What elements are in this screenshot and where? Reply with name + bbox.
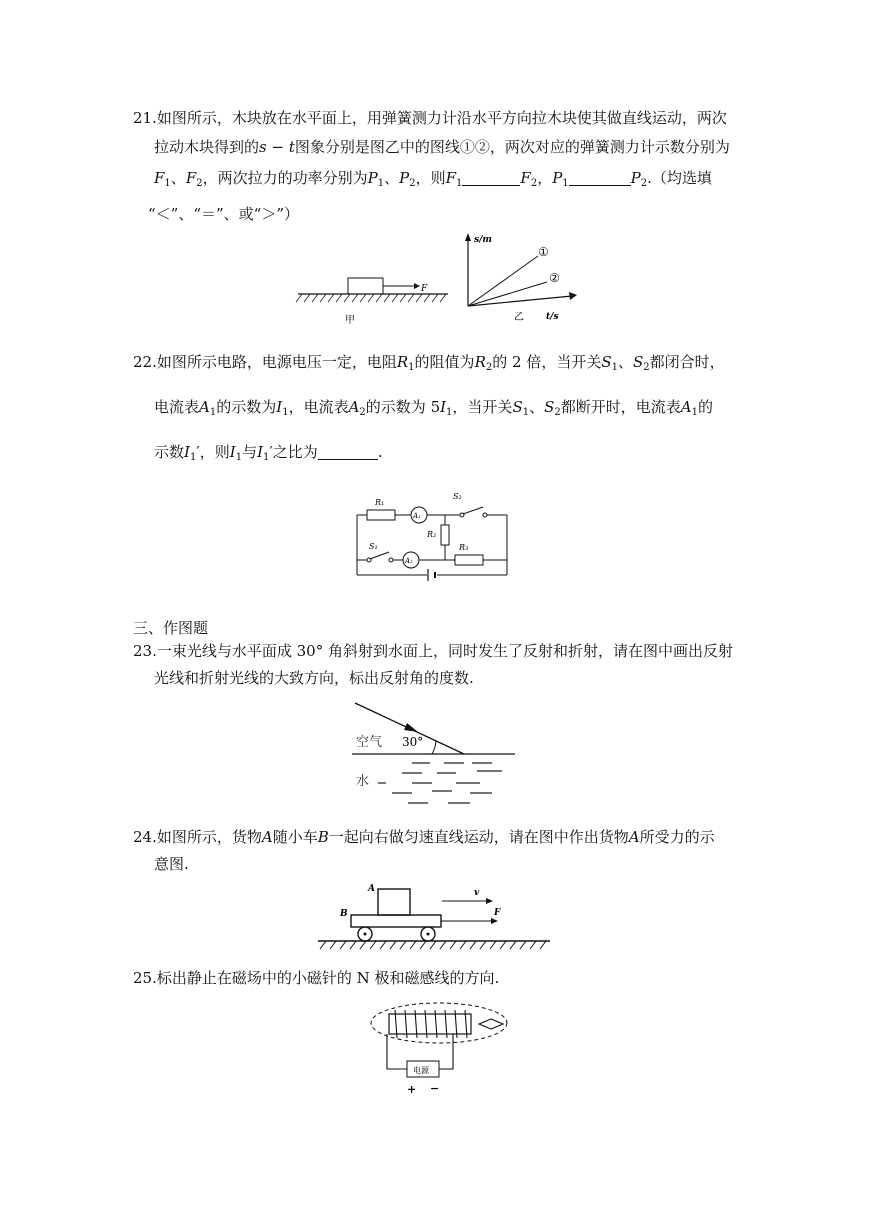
q22-i1-c-sub: 1 bbox=[235, 452, 243, 463]
q22-sep-1: 、 bbox=[617, 353, 633, 371]
velocity-arrowhead bbox=[486, 898, 493, 904]
q22-text-3b: ，则 bbox=[199, 443, 230, 461]
q22-line-2 bbox=[154, 396, 713, 424]
q21-text-4: “＜”、“＝”、或“＞”） bbox=[148, 205, 300, 223]
q22-a1-b-sub: 1 bbox=[691, 407, 698, 418]
q22-s1-sub: 1 bbox=[611, 362, 618, 373]
q23-line-1 bbox=[133, 640, 733, 662]
q22-a2-sub: 2 bbox=[359, 407, 366, 418]
q24-line-2 bbox=[154, 853, 189, 875]
q25-number: 25. bbox=[133, 969, 157, 987]
resistor-r1 bbox=[367, 510, 395, 520]
q22-s2-sub: 2 bbox=[643, 362, 650, 373]
switch-s1-contact-b bbox=[389, 558, 393, 562]
label-r3: R₃ bbox=[459, 543, 469, 552]
q23-refraction-figure bbox=[352, 695, 517, 810]
q22-text-2c: ，电流表 bbox=[288, 398, 349, 416]
q22-text-2e: ，当开关 bbox=[452, 398, 513, 416]
switch-s1-blade bbox=[370, 552, 389, 559]
q25-line-1 bbox=[133, 967, 499, 989]
q22-r2: R bbox=[474, 353, 486, 371]
incident-ray-arrow bbox=[404, 723, 418, 732]
switch-s2-contact-b bbox=[483, 513, 487, 517]
label-r2: R₂ bbox=[427, 530, 437, 539]
q21-p1-b: P bbox=[552, 169, 563, 187]
q24-a-2: A bbox=[628, 828, 640, 846]
q24-line-1 bbox=[133, 826, 715, 848]
q23-text-1: 一束光线与水平面成 30° 角斜射到水面上，同时发生了反射和折射，请在图中画出反射 bbox=[156, 642, 733, 660]
q24-a: A bbox=[261, 828, 273, 846]
q22-s1-b: S bbox=[512, 398, 523, 416]
q22-text-1a: 如图所示电路，电源电压一定，电阻 bbox=[156, 353, 397, 371]
label-r1: R₁ bbox=[375, 498, 385, 507]
figure-jia-label: 甲 bbox=[345, 315, 355, 326]
q22-i1-c: I bbox=[229, 443, 236, 461]
wire-left bbox=[387, 1034, 407, 1069]
label-s1: S₁ bbox=[369, 542, 378, 551]
q22-line-1 bbox=[133, 351, 725, 379]
q24-text-1c: 一起向右做匀速直线运动，请在图中作出货物 bbox=[328, 828, 629, 846]
x-axis-label: t/s bbox=[546, 312, 559, 322]
q21-p2-b-sub: 2 bbox=[640, 178, 648, 189]
resistor-r2 bbox=[441, 525, 449, 545]
q21-p2-sub: 2 bbox=[409, 178, 416, 189]
q22-a1: A bbox=[199, 398, 210, 416]
q21-answer-blank-1[interactable] bbox=[462, 171, 520, 186]
q21-number: 21. bbox=[133, 109, 157, 127]
cargo-a-label: A bbox=[368, 884, 375, 894]
q24-b: B bbox=[317, 828, 329, 846]
force-arrowhead bbox=[491, 918, 498, 924]
label-a2: A₂ bbox=[405, 557, 413, 565]
q21-st-symbol: s − t bbox=[259, 138, 295, 156]
air-label: 空气 bbox=[356, 735, 383, 750]
q21-text-2a: 拉动木块得到的 bbox=[154, 138, 260, 156]
q24-text-1d: 所受力的示 bbox=[639, 828, 715, 846]
q22-text-2f: 都断开时，电流表 bbox=[560, 398, 681, 416]
q22-i1-prime-b: I bbox=[257, 443, 264, 461]
q21-line-4 bbox=[148, 203, 299, 225]
q22-text-1d: 都闭合时， bbox=[649, 353, 725, 371]
q22-a1-b: A bbox=[680, 398, 692, 416]
q22-a2: A bbox=[348, 398, 360, 416]
q22-s1-b-sub: 1 bbox=[522, 407, 530, 418]
q21-comma: ， bbox=[537, 169, 553, 187]
q22-text-2d: 的示数为 5 bbox=[365, 398, 441, 416]
q25-text-1: 标出静止在磁场中的小磁针的 N 极和磁感线的方向. bbox=[156, 969, 500, 987]
q21-f1-b-sub: 1 bbox=[456, 178, 463, 189]
wire-right bbox=[439, 1034, 453, 1069]
q22-i1-b: I bbox=[440, 398, 447, 416]
st-graph bbox=[465, 233, 577, 323]
cart-b bbox=[351, 915, 441, 927]
label-s2: S₂ bbox=[453, 492, 462, 501]
q22-line-3 bbox=[154, 441, 383, 469]
switch-s2-blade bbox=[463, 507, 483, 514]
q21-f2-b-sub: 2 bbox=[530, 178, 538, 189]
q24-number: 24. bbox=[133, 828, 157, 846]
solenoid-core bbox=[389, 1014, 471, 1034]
q22-prime-1: ′ bbox=[196, 443, 200, 461]
q21-p1: P bbox=[367, 169, 378, 187]
compass-needle bbox=[479, 1019, 503, 1029]
q21-text-1: 如图所示，木块放在水平面上，用弹簧测力计沿水平方向拉木块使其做直线运动，两次 bbox=[156, 109, 727, 127]
q22-s2-b: S bbox=[544, 398, 555, 416]
q21-p1-sub: 1 bbox=[377, 178, 385, 189]
q21-text-3c: .（均选填 bbox=[647, 169, 712, 187]
q21-text-3a: ，两次拉力的功率分别为 bbox=[202, 169, 368, 187]
q21-f1-b: F bbox=[445, 169, 457, 187]
figure-yi-label: 乙 bbox=[514, 312, 524, 323]
q21-line-1 bbox=[133, 107, 727, 129]
q21-f2: F bbox=[185, 169, 197, 187]
q22-prime-2: ′ bbox=[269, 443, 273, 461]
q22-a1-sub: 1 bbox=[209, 407, 217, 418]
q21-p1-b-sub: 1 bbox=[562, 178, 569, 189]
q21-text-2b: 图象分别是图乙中的图线①②，两次对应的弹簧测力计示数分别为 bbox=[294, 138, 730, 156]
q21-f1: F bbox=[154, 169, 165, 187]
q22-text-3d: 之比为 bbox=[272, 443, 318, 461]
cart-axle-left bbox=[364, 933, 367, 936]
q21-p2-b: P bbox=[630, 169, 641, 187]
q24-text-1b: 随小车 bbox=[272, 828, 318, 846]
angle-label: 30° bbox=[402, 735, 424, 749]
q21-text-3b: ，则 bbox=[415, 169, 446, 187]
q22-r1: R bbox=[396, 353, 409, 371]
q21-sep-1: 、 bbox=[170, 169, 186, 187]
angle-arc bbox=[432, 741, 436, 754]
y-axis-label: s/m bbox=[474, 235, 492, 245]
q22-i1: I bbox=[276, 398, 283, 416]
q22-text-2g: 的 bbox=[698, 398, 714, 416]
q23-line-2 bbox=[154, 667, 474, 689]
q22-s2-b-sub: 2 bbox=[554, 407, 561, 418]
force-f-label: F bbox=[494, 908, 501, 918]
resistor-r3 bbox=[455, 555, 483, 565]
q21-figure bbox=[290, 228, 585, 330]
q22-text-1c: 的 2 倍，当开关 bbox=[492, 353, 602, 371]
q22-text-3a: 示数 bbox=[154, 443, 185, 461]
section-3-title-text: 三、作图题 bbox=[133, 619, 209, 637]
q22-r2-sub: 2 bbox=[485, 362, 493, 373]
q24-cart-figure bbox=[318, 879, 551, 956]
terminal-plus: + bbox=[407, 1083, 417, 1096]
q22-number: 22. bbox=[133, 353, 157, 371]
q22-sep-2: 、 bbox=[529, 398, 545, 416]
power-source-label: 电源 bbox=[413, 1066, 429, 1075]
q22-text-1b: 的阻值为 bbox=[414, 353, 475, 371]
q22-answer-blank[interactable] bbox=[318, 445, 378, 460]
q22-s1: S bbox=[601, 353, 612, 371]
cargo-a bbox=[378, 889, 410, 915]
ground-hatching bbox=[320, 941, 546, 949]
q22-i1-prime-b-sub: 1 bbox=[263, 452, 270, 463]
q25-solenoid-figure bbox=[367, 999, 512, 1096]
wooden-block bbox=[348, 278, 383, 294]
label-a1: A₁ bbox=[413, 512, 421, 520]
block-diagram bbox=[296, 278, 448, 326]
velocity-label: v bbox=[474, 888, 480, 898]
q22-r1-sub: 1 bbox=[408, 362, 415, 373]
q22-i1-prime-sub: 1 bbox=[189, 452, 197, 463]
q22-text-2b: 的示数为 bbox=[216, 398, 277, 416]
q24-text-2: 意图. bbox=[154, 855, 189, 873]
q21-answer-blank-2[interactable] bbox=[569, 171, 631, 186]
cart-axle-right bbox=[427, 933, 430, 936]
q23-number: 23. bbox=[133, 642, 157, 660]
q24-text-1a: 如图所示，货物 bbox=[156, 828, 262, 846]
q21-f2-b: F bbox=[520, 169, 531, 187]
q21-f1-sub: 1 bbox=[164, 178, 171, 189]
force-label: F bbox=[421, 284, 428, 294]
line-2-label: ② bbox=[549, 271, 560, 285]
line-1-label: ① bbox=[538, 245, 549, 259]
cart-b-label: B bbox=[340, 909, 348, 919]
q21-p2: P bbox=[399, 169, 410, 187]
q22-i1-sub: 1 bbox=[282, 407, 289, 418]
q21-line-3 bbox=[154, 167, 712, 195]
q21-line-2 bbox=[154, 136, 730, 158]
water-waves bbox=[378, 763, 502, 803]
q23-text-2: 光线和折射光线的大致方向，标出反射角的度数. bbox=[154, 669, 474, 687]
q21-sep-2: 、 bbox=[384, 169, 400, 187]
q22-i1-b-sub: 1 bbox=[446, 407, 453, 418]
terminal-minus: − bbox=[430, 1082, 440, 1095]
q22-s2: S bbox=[633, 353, 644, 371]
q21-f2-sub: 2 bbox=[196, 178, 203, 189]
q22-text-3e: . bbox=[377, 443, 383, 461]
q22-i1-prime: I bbox=[184, 443, 190, 461]
water-label: 水 bbox=[356, 774, 370, 789]
q22-circuit-figure bbox=[347, 485, 522, 582]
q22-text-3c: 与 bbox=[242, 443, 258, 461]
section-3-title bbox=[133, 617, 208, 639]
q22-text-2a: 电流表 bbox=[154, 398, 200, 416]
